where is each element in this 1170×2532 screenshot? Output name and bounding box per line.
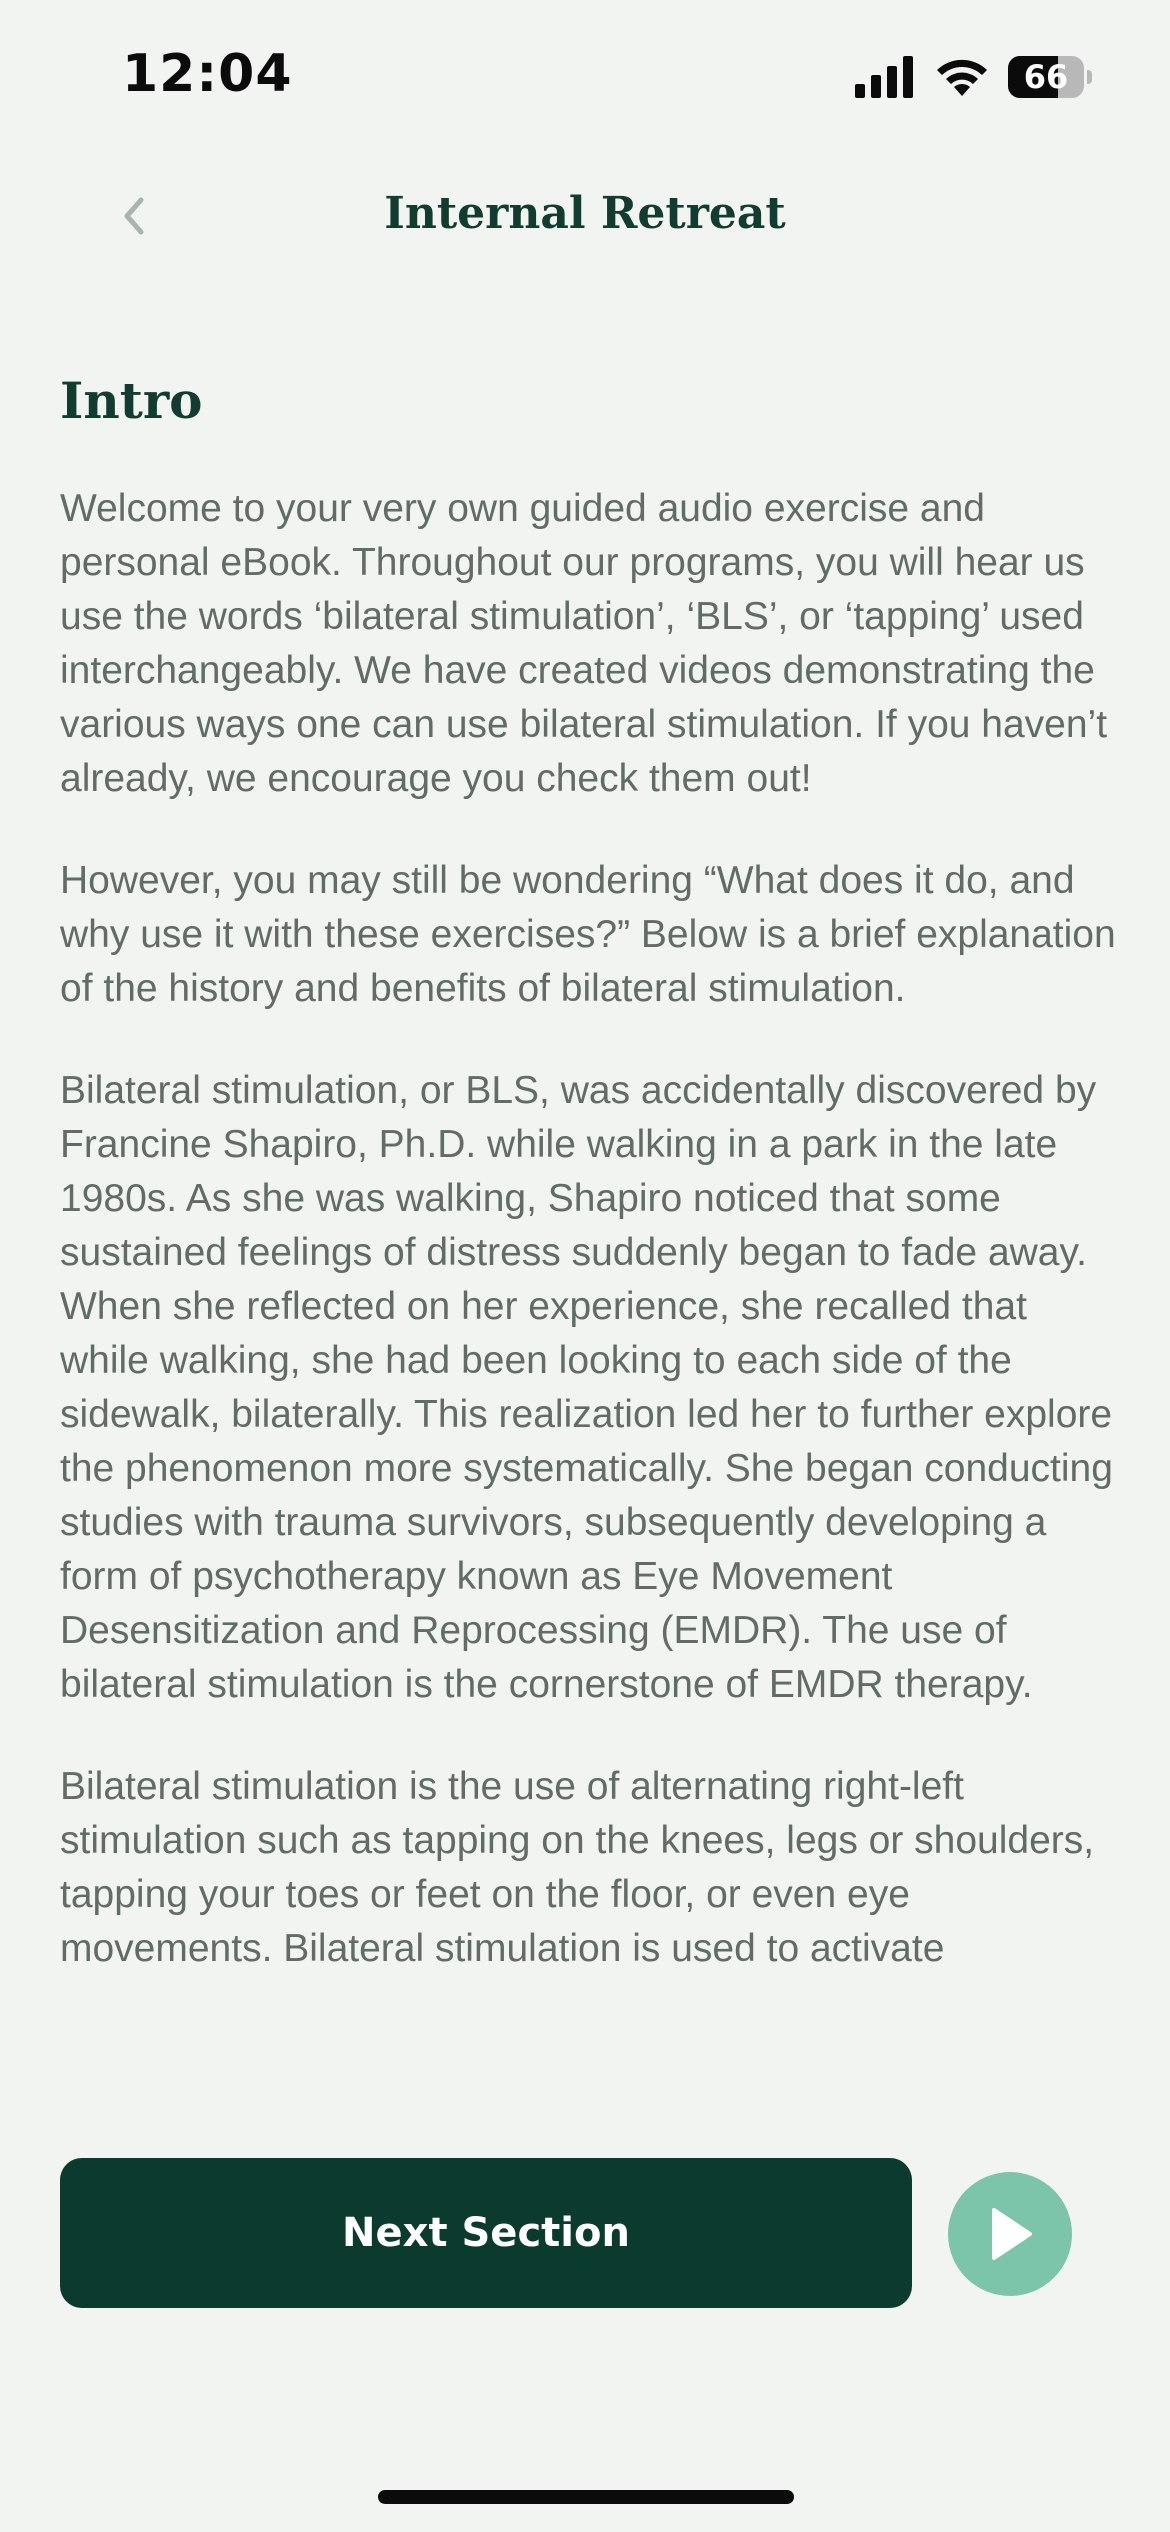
home-indicator[interactable] (378, 2490, 794, 2504)
paragraph: Bilateral stimulation is the use of alternating right-left stimulation such as tapping on the knees, legs or shoulders, tapping your toes or feet on the floor, or even eye movements. Bilateral stimulation is used to activate (60, 1765, 1095, 1970)
paragraph: However, you may still be wondering “What does it do, and why use it with these exercises?” Below is a brief explanation of the history and benefits of bilateral stimulation. (60, 859, 1116, 1010)
status-time: 12:04 (122, 44, 293, 104)
section-heading: Intro (60, 371, 203, 430)
content-fade (0, 2080, 1170, 2120)
battery-icon (1008, 56, 1090, 98)
next-section-button[interactable]: Next Section (60, 2158, 912, 2308)
play-button[interactable] (948, 2172, 1072, 2296)
wifi-icon (934, 54, 990, 98)
page-title: Internal Retreat (384, 188, 786, 239)
paragraph: Welcome to your very own guided audio exercise and personal eBook. Throughout our programs, you will hear us use the words ‘bilateral stimulation’, ‘BLS’, or ‘tapping’ used interchangeably. We have created videos demonstrating the various ways one can use bilateral stimulation. If you haven’t already, we encourage you check them out! (60, 487, 1108, 800)
ebook-content[interactable] (60, 366, 1120, 2108)
battery-level: 66 (1023, 58, 1069, 96)
paragraph: Bilateral stimulation, or BLS, was accidentally discovered by Francine Shapiro, Ph.D. while walking in a park in the late 1980s. As she was walking, Shapiro noticed that some sustained feelings of distress suddenly began to fade away. When she reflected on her experience, she recalled that while walking, she had been looking to each side of the sidewalk, bilaterally. This realization led her to further explore the phenomenon more systematically. She began conducting studies with trauma survivors, subsequently developing a form of psychotherapy known as Eye Movement Desensitization and Reprocessing (EMDR). The use of bilateral stimulation is the cornerstone of EMDR therapy. (60, 1069, 1113, 1706)
play-icon (986, 2206, 1034, 2262)
status-bar (0, 0, 1170, 150)
cellular-signal-icon (855, 56, 915, 98)
